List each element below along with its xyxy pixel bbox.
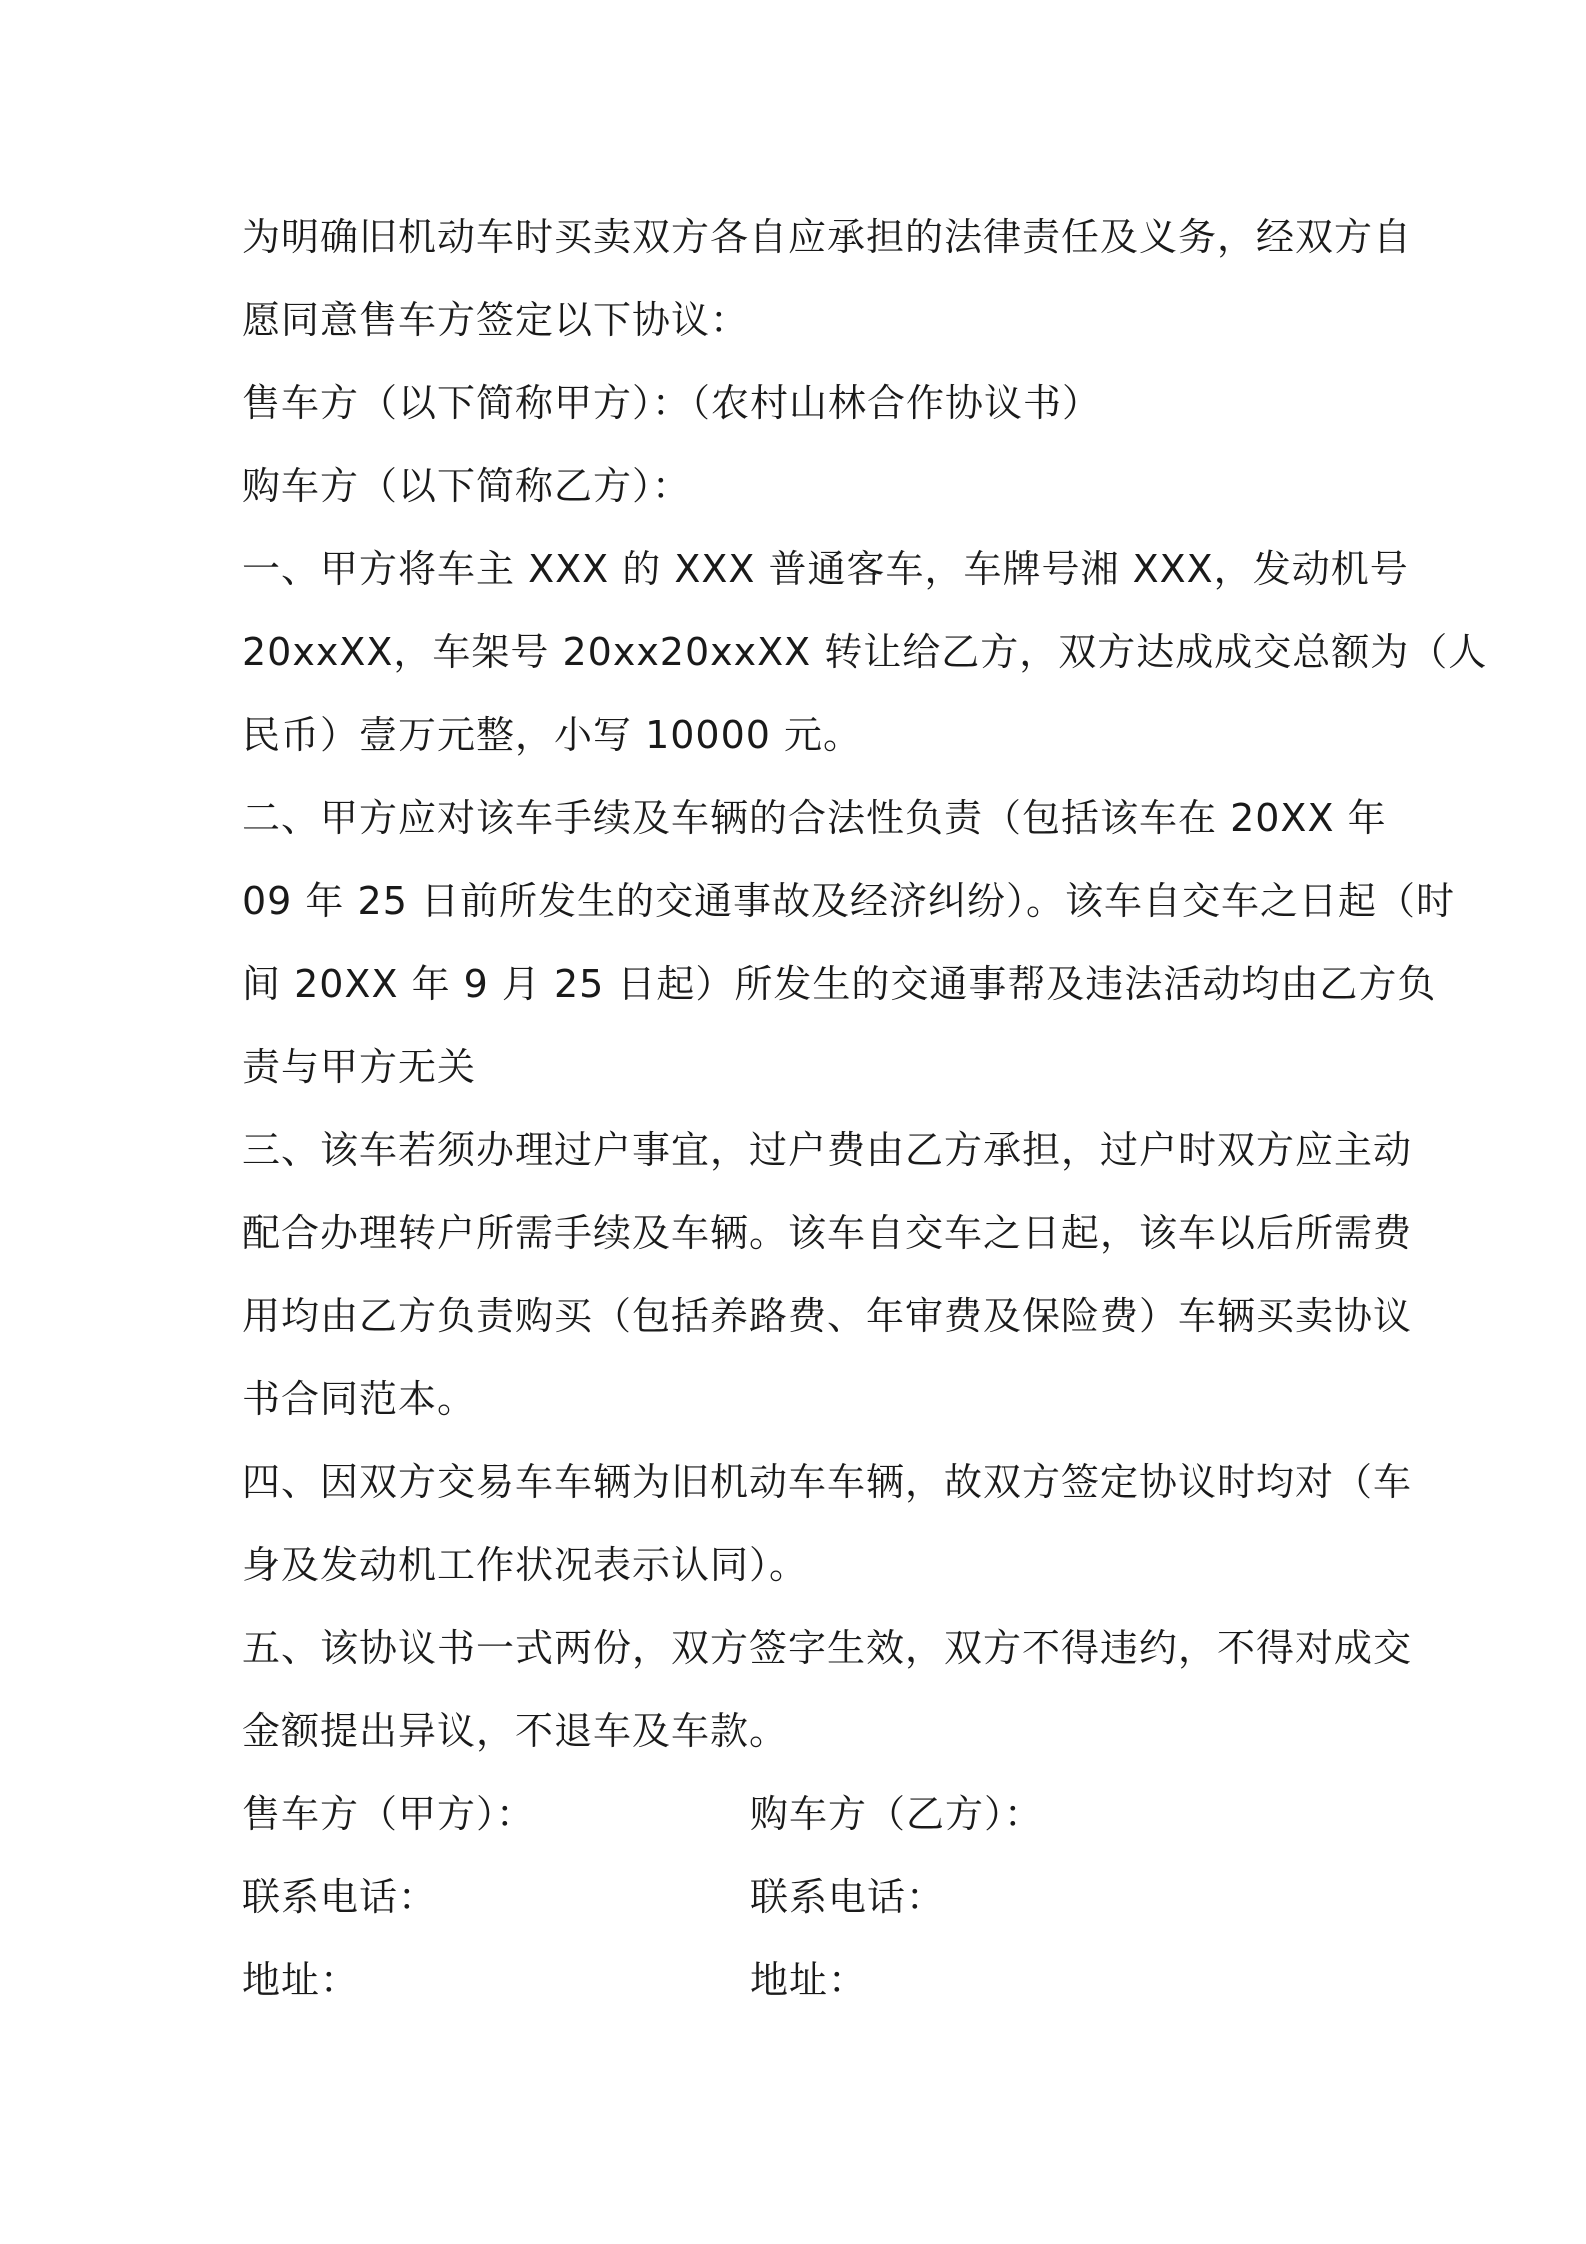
- clause-5-line-1: 五、该协议书一式两份，双方签字生效，双方不得违约，不得对成交: [242, 1626, 1413, 1670]
- clause-2-line-1: 二、甲方应对该车手续及车辆的合法性负责（包括该车在 20XX 年: [242, 796, 1387, 840]
- clause-4: [242, 1441, 1413, 1607]
- signature-address-row: [242, 1939, 1362, 2022]
- clause-5-line-2: 金额提出异议，不退车及车款。: [242, 1709, 789, 1753]
- intro-line-2: 愿同意售车方签定以下协议：: [242, 298, 750, 342]
- signature-phone-row: [242, 1856, 1362, 1939]
- intro-line-1: 为明确旧机动车时买卖双方各自应承担的法律责任及义务，经双方自: [242, 215, 1413, 259]
- intro-paragraph: [242, 196, 1413, 362]
- signature-block: [242, 1773, 1362, 2022]
- clause-2: [242, 777, 1455, 1109]
- seller-address-label: 地址：: [242, 1958, 360, 2002]
- signature-party-row: [242, 1773, 1362, 1856]
- clause-2-line-2: 09 年 25 日前所发生的交通事故及经济纠纷）。该车自交车之日起（时: [242, 879, 1455, 923]
- clause-4-line-1: 四、因双方交易车车辆为旧机动车车辆，故双方签定协议时均对（车: [242, 1460, 1413, 1504]
- contract-document: [242, 196, 1488, 2022]
- buyer-signature-label: 购车方（乙方）：: [750, 1792, 1044, 1836]
- buyer-phone-label: 联系电话：: [750, 1875, 946, 1919]
- clause-3-line-2: 配合办理转户所需手续及车辆。该车自交车之日起，该车以后所需费: [242, 1211, 1413, 1255]
- clause-1-line-2: 20xxXX，车架号 20xx20xxXX 转让给乙方，双方达成成交总额为（人: [242, 630, 1488, 674]
- clause-3: [242, 1109, 1413, 1441]
- clause-2-line-3: 间 20XX 年 9 月 25 日起）所发生的交通事帮及违法活动均由乙方负: [242, 962, 1437, 1006]
- clause-3-line-4: 书合同范本。: [242, 1377, 477, 1421]
- clause-4-line-2: 身及发动机工作状况表示认同）。: [242, 1543, 809, 1587]
- clause-1: [242, 528, 1488, 777]
- clause-3-line-1: 三、该车若须办理过户事宜，过户费由乙方承担，过户时双方应主动: [242, 1128, 1413, 1172]
- clause-1-line-3: 民币）壹万元整，小写 10000 元。: [242, 713, 863, 757]
- seller-signature-label: 售车方（甲方）：: [242, 1792, 536, 1836]
- buyer-party-line: 购车方（以下简称乙方）：: [242, 464, 692, 508]
- clause-5: [242, 1607, 1413, 1773]
- seller-phone-label: 联系电话：: [242, 1875, 438, 1919]
- seller-party-line: 售车方（以下简称甲方）：（农村山林合作协议书）: [242, 381, 1102, 425]
- buyer-address-label: 地址：: [750, 1958, 868, 2002]
- clause-2-line-4: 责与甲方无关: [242, 1045, 477, 1089]
- clause-3-line-3: 用均由乙方负责购买（包括养路费、年审费及保险费）车辆买卖协议: [242, 1294, 1413, 1338]
- clause-1-line-1: 一、甲方将车主 XXX 的 XXX 普通客车，车牌号湘 XXX，发动机号: [242, 547, 1409, 591]
